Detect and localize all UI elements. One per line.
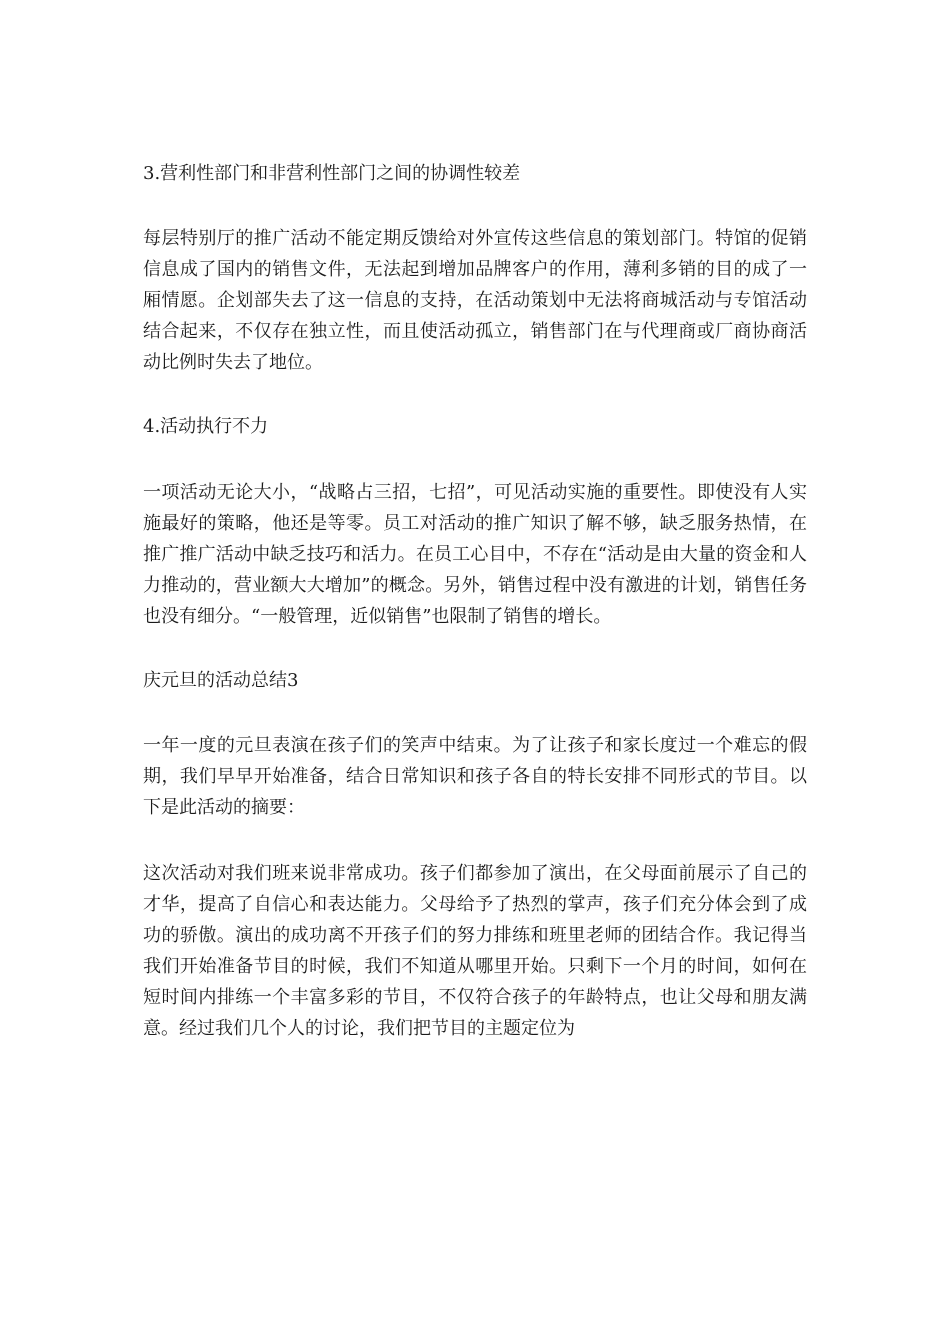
- document-page: [143, 158, 807, 1044]
- body-paragraph: 这次活动对我们班来说非常成功。孩子们都参加了演出，在父母面前展示了自己的才华，提高了自信心和表达能力。父母给予了热烈的掌声，孩子们充分体会到了成功的骄傲。演出的成功离不开孩子们的努力排练和班里老师的团结合作。我记得当我们开始准备节目的时候，我们不知道从哪里开始。只剩下一个月的时间，如何在短时间内排练一个丰富多彩的节目，不仅符合孩子的年龄特点，也让父母和朋友满意。经过我们几个人的讨论，我们把节目的主题定位为: [143, 863, 807, 1039]
- body-paragraph: 一项活动无论大小，“战略占三招，七招”，可见活动实施的重要性。即使没有人实施最好的策略，他还是等零。员工对活动的推广知识了解不够，缺乏服务热情，在推广推广活动中缺乏技巧和活力。在员工心目中，不存在“活动是由大量的资金和人力推动的，营业额大大增加”的概念。另外，销售过程中没有激进的计划，销售任务也没有细分。“一般管理，近似销售”也限制了销售的增长。: [143, 482, 807, 627]
- body-paragraph: 一年一度的元旦表演在孩子们的笑声中结束。为了让孩子和家长度过一个难忘的假期，我们早早开始准备，结合日常知识和孩子各自的特长安排不同形式的节目。以下是此活动的摘要：: [143, 735, 807, 818]
- body-paragraph: 每层特别厅的推广活动不能定期反馈给对外宣传这些信息的策划部门。特馆的促销信息成了国内的销售文件，无法起到增加品牌客户的作用，薄利多销的目的成了一厢情愿。企划部失去了这一信息的支持，在活动策划中无法将商城活动与专馆活动结合起来，不仅存在独立性，而且使活动孤立，销售部门在与代理商或厂商协商活动比例时失去了地位。: [143, 228, 807, 373]
- section-heading: 4.活动执行不力: [143, 416, 269, 437]
- section-heading: 庆元旦的活动总结3: [143, 670, 299, 691]
- section-heading: 3.营利性部门和非营利性部门之间的协调性较差: [143, 163, 521, 184]
